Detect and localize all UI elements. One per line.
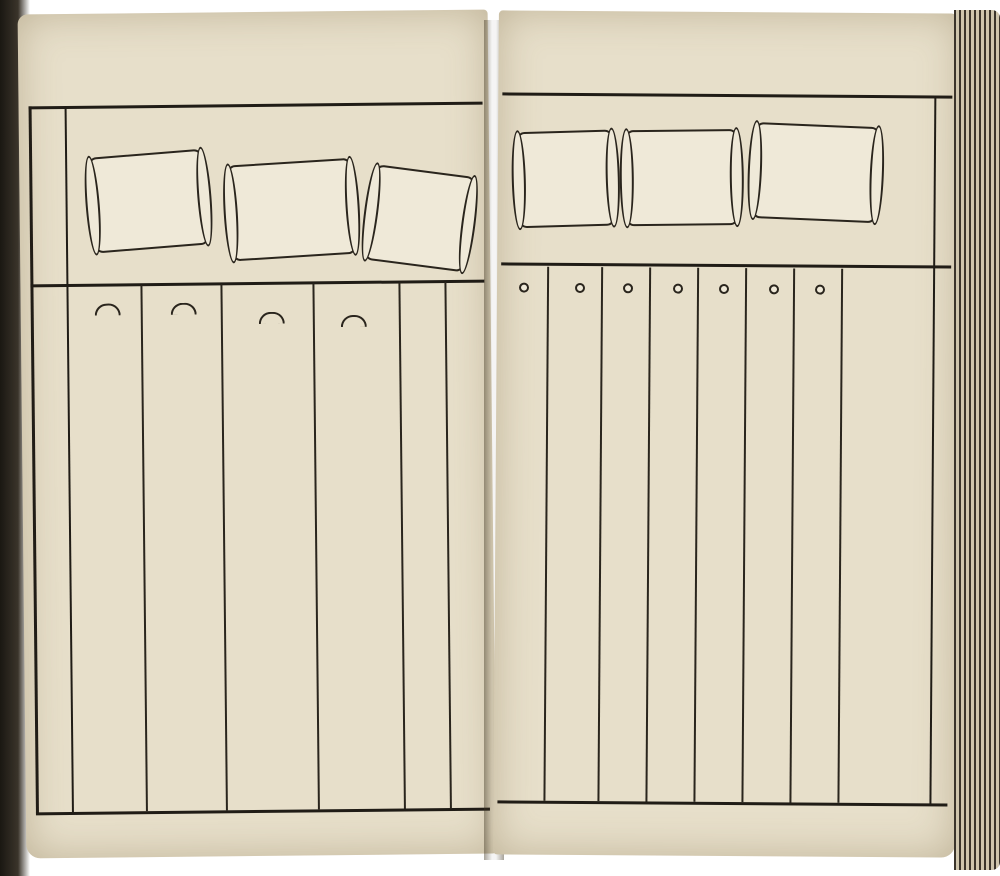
- column-rule: [789, 268, 795, 802]
- ornament-arc: [171, 303, 197, 315]
- margin-rule: [65, 106, 74, 814]
- header-rule: [502, 92, 952, 98]
- ornament-dot: [623, 283, 633, 293]
- ornament-dot: [769, 284, 779, 294]
- body-top-rule: [30, 280, 484, 288]
- title-tag-5: [625, 129, 738, 226]
- title-tag-2: [227, 158, 357, 262]
- left-border: [29, 106, 39, 814]
- ornament-arc: [259, 312, 285, 324]
- title-tag-4: [516, 130, 615, 229]
- ornament-dot: [673, 284, 683, 294]
- margin-rule: [929, 95, 936, 805]
- ornament-dot: [575, 283, 585, 293]
- ornament-dot: [519, 283, 529, 293]
- column-rule: [220, 284, 228, 810]
- header-rule: [29, 102, 483, 110]
- column-rule: [597, 267, 603, 801]
- title-tag-1: [88, 149, 209, 254]
- body-top-rule: [501, 262, 951, 268]
- column-rule: [312, 283, 320, 809]
- body-bottom-rule: [497, 800, 947, 806]
- ornament-dot: [815, 285, 825, 295]
- column-rule: [741, 268, 747, 802]
- ornament-arc: [95, 303, 121, 315]
- column-rule: [645, 267, 651, 801]
- left-page: [18, 10, 497, 859]
- column-rule: [140, 285, 148, 811]
- body-bottom-rule: [36, 808, 490, 816]
- ornament-arc: [341, 315, 367, 327]
- title-tag-6: [752, 122, 880, 223]
- column-rule: [693, 268, 699, 802]
- title-tag-3: [364, 164, 476, 272]
- page-stack-edge: [954, 10, 1000, 870]
- right-page: [493, 10, 961, 857]
- column-rule: [444, 282, 452, 808]
- column-rule: [543, 267, 549, 801]
- ornament-dot: [719, 284, 729, 294]
- column-rule: [398, 282, 406, 808]
- column-rule: [837, 269, 843, 803]
